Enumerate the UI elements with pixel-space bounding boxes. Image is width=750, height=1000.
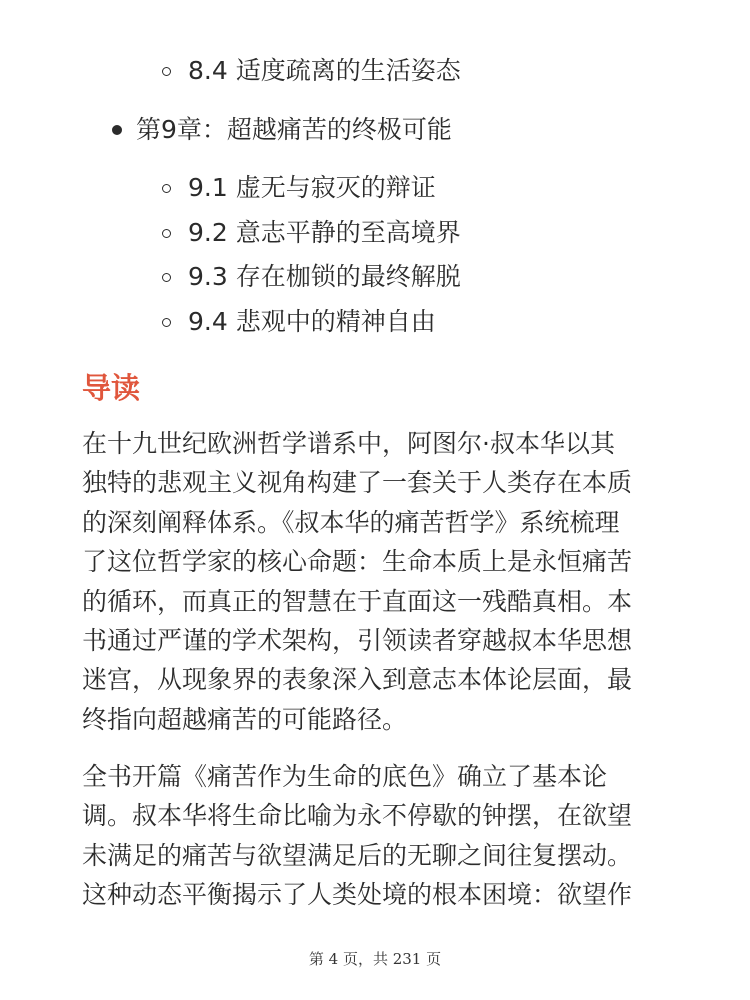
- circle-bullet-icon: [162, 229, 171, 238]
- toc-item-9-3[interactable]: 9.3 存在枷锁的最终解脱: [188, 262, 461, 291]
- circle-bullet-icon: [162, 318, 171, 327]
- toc-chapter-9[interactable]: 第9章：超越痛苦的终极可能: [136, 115, 452, 144]
- toc-item-9-2[interactable]: 9.2 意志平静的至高境界: [188, 218, 461, 247]
- paragraph-line: 终指向超越痛苦的可能路径。: [82, 704, 408, 734]
- paragraph-line: 书通过严谨的学术架构，引领读者穿越叔本华思想: [82, 626, 633, 656]
- circle-bullet-icon: [162, 67, 171, 76]
- toc-item-8-4[interactable]: 8.4 适度疏离的生活姿态: [188, 56, 461, 85]
- toc-item-9-1[interactable]: 9.1 虚无与寂灭的辩证: [188, 173, 436, 202]
- section-title: 导读: [82, 371, 141, 405]
- paragraph-line: 的深刻阐释体系。《叔本华的痛苦哲学》系统梳理: [82, 507, 620, 537]
- paragraph-line: 在十九世纪欧洲哲学谱系中，阿图尔·叔本华以其: [82, 429, 615, 458]
- disc-bullet-icon: [112, 125, 122, 135]
- paragraph-line: 迷宫，从现象界的表象深入到意志本体论层面，最: [82, 665, 633, 695]
- paragraph-opening: [82, 757, 702, 915]
- paragraph-line: 这种动态平衡揭示了人类处境的根本困境：欲望作: [82, 880, 633, 910]
- paragraph-line: 了这位哲学家的核心命题：生命本质上是永恒痛苦: [82, 547, 633, 577]
- toc-item-9-4[interactable]: 9.4 悲观中的精神自由: [188, 307, 436, 336]
- paragraph-line: 未满足的痛苦与欲望满足后的无聊之间往复摆动。: [82, 840, 633, 870]
- page-indicator: 第 4 页，共 231 页: [308, 950, 442, 968]
- circle-bullet-icon: [162, 273, 171, 282]
- circle-bullet-icon: [162, 184, 171, 193]
- paragraph-line: 全书开篇《痛苦作为生命的底色》确立了基本论: [82, 762, 608, 791]
- paragraph-line: 的循环，而真正的智慧在于直面这一残酷真相。本: [82, 586, 633, 616]
- paragraph-intro: [82, 424, 702, 739]
- paragraph-line: 调。叔本华将生命比喻为永不停歇的钟摆，在欲望: [82, 801, 633, 831]
- paragraph-line: 独特的悲观主义视角构建了一套关于人类存在本质: [82, 468, 633, 498]
